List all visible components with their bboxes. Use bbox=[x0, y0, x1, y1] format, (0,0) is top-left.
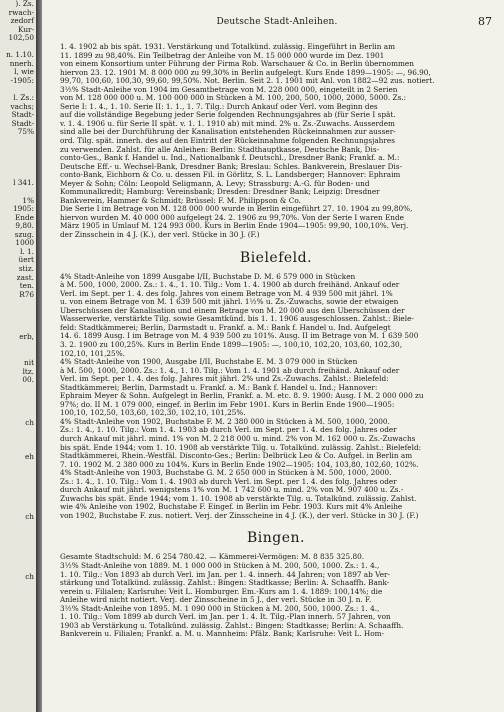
text-line: Verl. im Sept. per 1. 4. des folg. Jahres mit jährl. 2% und Zs.-Zuwachs. Zahlst.: Bielefeld: bbox=[60, 375, 389, 384]
text-line: 4% Stadt-Anleihe von 1900, Ausgabe I/II, Buchstabe E. M. 3 079 000 in Stücken bbox=[60, 358, 358, 367]
text-line: von einem Konsortium unter Führung der Firma Rob. Warschauer & Co. in Berlin übernommen bbox=[60, 60, 414, 69]
margin-fragment: vachs; bbox=[10, 101, 34, 111]
margin-fragment bbox=[0, 470, 36, 479]
margin-fragment: 1000 bbox=[15, 238, 34, 248]
margin-fragment: rwach- bbox=[8, 7, 34, 17]
margin-fragment: n. 1.10. bbox=[6, 50, 34, 60]
text-line: verein u. Filialen; Karlsruhe: Veit L. Homburger. Em.-Kurs am 1. 4. 1889: 100,14%; die bbox=[60, 587, 383, 596]
margin-fragment bbox=[0, 145, 36, 154]
margin-fragment bbox=[0, 436, 36, 445]
text-line: 1903 ab Verstärkung u. Totalkünd. zulässig. Zahlst.: Bingen: Stadtkasse; Berlin: A. Schaaffh. bbox=[60, 621, 404, 630]
margin-fragment bbox=[0, 393, 36, 402]
text-line: conto-Ges., Bank f. Handel u. Ind., Nationalbank f. Deutschl., Dresdner Bank; Frankf. a. M.: bbox=[60, 154, 400, 163]
margin-fragment bbox=[0, 154, 36, 163]
text-line: durch Ankauf mit jährl. mind. 1% von M. 2 218 000 u. mind. 2% von M. 162 000 u. Zs.-Zuwachs bbox=[60, 434, 416, 443]
text-line: Stadtkämmerei, Rhein.-Westfäl. Disconto-Ges.; Berlin: Delbrück Leo & Co. Aufgel. in Berlin am bbox=[60, 452, 413, 461]
text-line: 99,70, 100,60, 100,30, 99,60, 99,50%. Not. Berlin. Seit 2. 1. 1901 mit Anl. von 1882—92 zus. notiert. bbox=[60, 77, 435, 86]
text-line: hiervon 23. 12. 1901 M. 8 000 000 zu 99,30% in Berlin aufgelegt. Kurs Ende 1899—1905: —, 96.90, bbox=[60, 68, 431, 77]
margin-fragment bbox=[0, 624, 36, 633]
section-heading-bielefeld: Bielefeld. bbox=[239, 249, 313, 266]
text-line: Zuwachs bis spät. Ende 1944; vom 1. 10. 1908 ab verstärkte Tilg. u. Totalkünd. zulässig. Zahlst. bbox=[60, 494, 417, 503]
margin-fragment: l. Zs.: bbox=[13, 93, 34, 103]
margin-fragment: erb, bbox=[19, 332, 34, 342]
text-line: 11. 1899 zu 98,40%. Ein Teilbetrag der Anleihe von M. 15 000 000 wurde im Dez. 1901 bbox=[60, 51, 385, 60]
margin-fragment: ltz. bbox=[22, 366, 34, 376]
margin-fragment: zedorf bbox=[10, 16, 34, 26]
margin-fragment bbox=[0, 342, 36, 351]
margin-fragment bbox=[0, 538, 36, 547]
text-line: sind alle bei der Durchführung der Kanalisation entstehenden Rückeinnahmen zur ausser- bbox=[60, 128, 396, 137]
margin-fragment: 102,50 bbox=[8, 33, 34, 43]
margin-fragment: nit bbox=[24, 357, 34, 367]
margin-fragment bbox=[0, 462, 36, 471]
margin-fragment bbox=[0, 581, 36, 590]
text-line: 4% Stadt-Anleihe von 1899 Ausgabe I/II, Buchstabe D. M. 6 579 000 in Stücken bbox=[60, 272, 356, 281]
margin-fragment: ). Zs. bbox=[15, 0, 34, 8]
margin-fragment: ch bbox=[25, 571, 34, 581]
margin-fragment: 75% bbox=[17, 127, 34, 137]
margin-fragment bbox=[0, 530, 36, 539]
previous-page-margin bbox=[0, 0, 36, 712]
margin-fragment: üert bbox=[18, 255, 34, 265]
continued-entry-berlin bbox=[60, 43, 492, 240]
section-text-bielefeld bbox=[60, 273, 492, 521]
text-line: Gesamte Stadtschuld: M. 6 254 780.42. — Kämmerei-Vermögen: M. 8 835 325.80. bbox=[60, 553, 365, 562]
text-line: durch Ankauf mit jährl. wenigstens 1% von M. 1 742 600 u. mind. 2% von M. 907 400 u. Zs.- bbox=[60, 486, 404, 495]
margin-fragment bbox=[0, 402, 36, 411]
margin-fragment bbox=[0, 598, 36, 607]
margin-fragment: 1905: bbox=[12, 204, 34, 214]
margin-fragment bbox=[0, 632, 36, 641]
margin-fragment: Ende bbox=[14, 212, 34, 222]
margin-fragment bbox=[0, 521, 36, 530]
margin-fragment: R76 bbox=[19, 289, 34, 299]
margin-fragment: Stadt- bbox=[11, 118, 34, 128]
text-line: 3½% Stadt-Anleihe von 1889. M. 1 000 000 in Stücken à M. 200, 500, 1000. Zs.: 1. 4., bbox=[60, 561, 380, 570]
text-line: Bankverein, Hammer & Schmidt; Brüssel: F. M. Philippson & Co. bbox=[60, 196, 301, 205]
text-line: Verl. im Sept. per 1. 4. des folg. Jahres von einem Betrage von M. 4 939 500 mit jährl. 1% bbox=[60, 289, 393, 298]
text-line: 7. 10. 1902 M. 2 380 000 zu 104%. Kurs in Berlin Ende 1902—1905: 104, 103,80, 102,60, 102%. bbox=[60, 460, 419, 469]
text-line: März 1905 in Umlauf M. 124 993 000. Kurs in Berlin Ende 1904—1905: 99,90, 100,10%. Verj. bbox=[60, 222, 409, 231]
margin-fragment: l. 1. bbox=[20, 246, 34, 256]
margin-fragment bbox=[0, 162, 36, 171]
text-line: Bankverein u. Filialen; Frankf. a. M. u. Mannheim: Pfälz. Bank; Karlsruhe: Veit L. Hom- bbox=[60, 630, 384, 639]
text-line: Zs.: 1. 4., 1. 10. Tilg.: Vom 1. 4. 1903 ab durch Verl. im Sept. per 1. 4. des folg. Jahres oder bbox=[60, 477, 397, 486]
text-line: 1. 10. Tilg.: Von 1893 ab durch Verl. im Jan. per 1. 4. innerh. 44 Jahren; von 1897 ab Ver- bbox=[60, 570, 391, 579]
text-line: Serie I: 1. 4., 1. 10. Serie II: 1. 1., 1. 7. Tilg.: Durch Ankauf oder Verl. vom Beginn des bbox=[60, 102, 378, 111]
margin-fragment bbox=[0, 650, 36, 659]
margin-fragment bbox=[0, 137, 36, 146]
margin-fragment: l, wie bbox=[14, 67, 34, 77]
text-line: 1. 4. 1902 ab bis spät. 1931. Verstärkung und Totalkünd. zulässig. Eingeführt in Berlin am bbox=[60, 43, 395, 51]
margin-fragment: ch bbox=[25, 417, 34, 427]
text-line: à M. 500, 1000, 2000. Zs.: 1. 4., 1. 10. Tilg.: Vom 1. 4. 1900 ab durch freihänd. Ankauf oder bbox=[60, 281, 400, 290]
text-line: Meyer & Sohn; Cöln: Leopold Seligmann, A. Levy; Strassburg: A.-G. für Boden- und bbox=[60, 179, 370, 188]
margin-fragment: szug. bbox=[14, 229, 34, 239]
text-line: 1. 10. Tilg.: Vom 1899 ab durch Verl. im Jan. per 1. 4. It. Tilg.-Plan innerh. 57 Jahren, von bbox=[60, 613, 391, 622]
margin-fragment bbox=[0, 316, 36, 325]
margin-fragment bbox=[0, 607, 36, 616]
text-line: 102,10, 101,25%. bbox=[60, 349, 125, 358]
text-line: Die Serie I im Betrage von M. 128 000 000 wurde in Berlin eingeführt 27. 10. 1904 zu 99,80%, bbox=[60, 205, 413, 214]
text-line: 4% Stadt-Anleihe von 1902, Buchstabe F. M. 2 380 000 in Stücken à M. 500, 1000, 2000. bbox=[60, 417, 390, 426]
text-line: Anleihe wird nicht notiert. Verj. der Zinsscheine in 5 J., der verl. Stücke in 30 J. n. F. bbox=[60, 596, 372, 605]
text-line: Ephraim Meyer & Sohn. Aufgelegt in Berlin, Frankf. a. M. etc. 8. 9. 1900: Ausg. I M. 2 000 000 zu bbox=[60, 392, 424, 401]
running-head-title: Deutsche Stadt-Anleihen. bbox=[216, 17, 338, 27]
text-line: ord. Tilg. spät. innerh. des auf den Eintritt der Rückeinnahme folgenden Rechnungsjahres bbox=[60, 137, 395, 146]
text-line: zu verwenden. Zahlst. für alle Anleihen: Berlin: Stadthauptkasse, Deutsche Bank, Dis- bbox=[60, 145, 380, 154]
margin-fragment: zast. bbox=[16, 272, 34, 282]
text-line: 97%; do. II M. 1 079 000, eingef. in Berlin im Febr 1901. Kurs in Berlin Ende 1900—1905: bbox=[60, 400, 395, 409]
margin-fragment bbox=[0, 427, 36, 436]
text-line: u. von einem Betrage von M. 1 639 500 mit jährl. 1½% u. Zs.-Zuwachs, sowie der etwaigen bbox=[60, 298, 399, 307]
running-head bbox=[62, 16, 492, 28]
page-number: 87 bbox=[478, 15, 492, 28]
text-line: feld: Stadtkämmerei; Berlin, Darmstadt u. Frankf. a. M.: Bank f. Handel u. Ind. Aufgelegt bbox=[60, 323, 391, 332]
margin-fragment bbox=[0, 615, 36, 624]
text-line: Zs.: 1. 4., 1. 10. Tilg.: Vom 1. 4. 1903 ab durch Verl. im Sept. per 1. 4. des folg. Jahres oder bbox=[60, 426, 397, 435]
margin-fragment: Kur- bbox=[18, 24, 34, 34]
text-line: 4% Stadt-Anleihe von 1903, Buchstabe G. M. 2 650 000 in Stücken à M. 500, 1000, 2000. bbox=[60, 469, 392, 478]
text-line: 3½% Stadt-Anleihe von 1904 im Gesamtbetrage von M. 228 000 000, eingeteilt in 2 Serien bbox=[60, 85, 398, 94]
margin-fragment: Stadt- bbox=[11, 110, 34, 120]
text-line: Wasserwerke, verstärkte Tilg. sowie Gesamtkünd. bis 1. 1. 1906 ausgeschlossen. Zahlst.: Biele- bbox=[60, 315, 414, 324]
text-line: 14. 6. 1899 Ausg. I im Betrage von M. 4 939 500 zu 101%. Ausg. II im Betrage von M. 1 639 500 bbox=[60, 332, 419, 341]
text-line: Stadtkämmerei; Berlin, Darmstadt u. Frankf. a. M.: Bank f. Handel u. Ind.; Hannover: bbox=[60, 383, 378, 392]
margin-fragment bbox=[0, 299, 36, 308]
margin-fragment: 1% bbox=[22, 195, 34, 205]
text-line: conto-Bank, Eichborn & Co. u. dessen Fil. in Görlitz, S. L. Landsberger; Hannover: Ephraim bbox=[60, 171, 401, 180]
margin-fragment bbox=[0, 308, 36, 317]
margin-fragment: ten. bbox=[19, 281, 34, 291]
margin-fragment bbox=[0, 547, 36, 556]
text-line: hiervon wurden M. 40 000 000 aufgelegt 24. 2. 1906 zu 99,70%. Von der Serie I waren Ende bbox=[60, 213, 404, 222]
margin-fragment bbox=[0, 496, 36, 505]
margin-fragment bbox=[0, 590, 36, 599]
section-heading-bingen: Bingen. bbox=[247, 530, 305, 547]
margin-fragment: ch bbox=[25, 511, 34, 521]
page-body bbox=[60, 43, 492, 639]
margin-fragment: nnerh. bbox=[9, 58, 34, 68]
text-line: v. 1. 4. 1906 u. für Serie II spät. v. 1. 1. 1910 ab) mit mind. 2% u. Zs.-Zuwachs. Ausserdem bbox=[60, 119, 395, 128]
text-line: 100,10, 102,50, 103,60, 102,30, 102,10, 101,25%. bbox=[60, 409, 246, 418]
section-text-bingen bbox=[60, 553, 492, 638]
text-line: stärkung und Totalkünd. zulässig. Zahlst.: Bingen: Stadtkasse; Berlin: A. Schaaffh. Bank- bbox=[60, 579, 390, 588]
text-line: auf die vollständige Begebung jeder Serie folgenden Rechnungsjahres ab (für Serie I spät. bbox=[60, 111, 396, 120]
text-line: von M. 128 000 000 u. M. 100 000 000 in Stücken à M. 100, 200, 500, 1000, 2000, 5000. Zs.: bbox=[60, 94, 407, 103]
text-line: 3½% Stadt-Anleihe von 1895. M. 1 090 000 in Stücken à M. 200, 500, 1000. Zs.: 1. 4., bbox=[60, 604, 380, 613]
margin-fragment bbox=[0, 556, 36, 565]
margin-fragment: eh bbox=[24, 451, 34, 461]
text-line: Deutsche Eff.- u. Wechsel-Bank, Dresdner Bank; Breslau: Schles. Bankverein, Breslauer Dis- bbox=[60, 162, 402, 171]
margin-fragment bbox=[0, 385, 36, 394]
text-line: von 1902, Buchstabe F. zus. notiert. Verj. der Zinsscheine in 4 J. (K.), der verl. Stücke in 30 J. (F.) bbox=[60, 511, 419, 520]
text-line: à M. 500, 1000, 2000. Zs.: 1. 4., 1. 10. Tilg.: Vom 1. 4. 1901 ab durch freihänd. Ankauf oder bbox=[60, 366, 400, 375]
margin-fragment bbox=[0, 479, 36, 488]
text-line: der Zinsschein in 4 J. (K.), der verl. Stücke in 30 J. (F.) bbox=[60, 231, 260, 240]
margin-fragment: l 341. bbox=[13, 178, 34, 188]
margin-fragment bbox=[0, 641, 36, 650]
text-line: Kommunalkredit; Hamburg: Vereinsbank; Dresden: Dresdner Bank; Leipzig: Dresdner bbox=[60, 188, 380, 197]
book-page bbox=[42, 0, 504, 712]
margin-fragment: -1905: bbox=[10, 75, 34, 85]
margin-fragment: stiz. bbox=[18, 263, 34, 273]
margin-fragment bbox=[0, 487, 36, 496]
text-line: wie 4% Anleihe von 1902, Buchstabe F. Eingef. in Berlin im Febr. 1903. Kurs mit 4% Anleihe bbox=[60, 503, 403, 512]
text-line: 3. 2. 1900 zu 100,25%. Kurs in Berlin Ende 1899—1905: —, 100,10, 102,20, 103,60, 102,30, bbox=[60, 340, 403, 349]
margin-fragment: 00. bbox=[22, 375, 34, 385]
text-line: Überschüssen der Kanalisation und einem Betrage von M. 20 000 aus den Überschüssen der bbox=[60, 306, 405, 315]
text-line: bis spät. Ende 1944; vom 1. 10. 1908 ab verstärkte Tilg. u. Totalkünd. zulässig. Zahlst.: Bielefeld: bbox=[60, 443, 422, 452]
margin-fragment: 9,80. bbox=[15, 221, 34, 231]
